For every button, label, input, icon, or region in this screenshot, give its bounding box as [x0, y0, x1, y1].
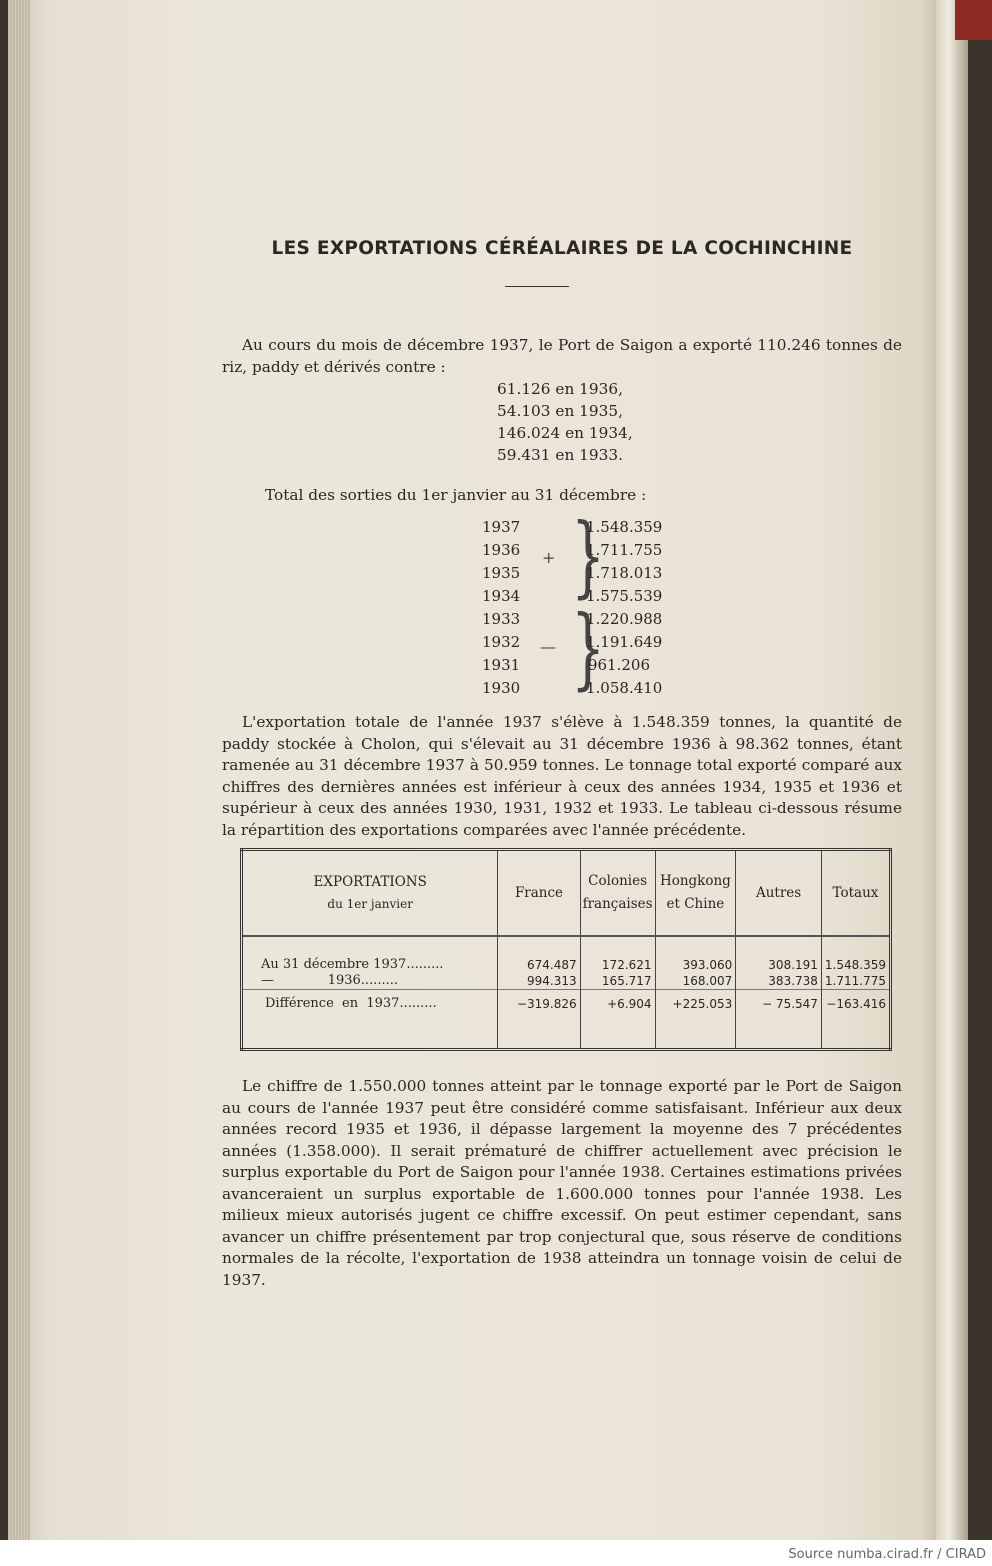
page-curl [936, 0, 968, 1540]
value: 1.220.988 [586, 610, 663, 628]
minus-years [482, 608, 520, 700]
header-exportations [242, 850, 498, 937]
cell: 1.711.775 [821, 973, 890, 990]
row-label: Différence en 1937......... [242, 990, 498, 1019]
cell: 308.191 [736, 957, 822, 973]
value: 1.575.539 [586, 587, 663, 605]
paragraph-3 [222, 1076, 902, 1291]
year: 1930 [482, 679, 521, 697]
cell: 383.738 [736, 973, 822, 990]
year: 1936 [482, 541, 521, 559]
plus-values [586, 516, 663, 608]
row-label: Au 31 décembre 1937......... [261, 957, 444, 972]
comparison-item: 146.024 en 1934, [497, 424, 633, 442]
cell: 165.717 [580, 973, 655, 990]
paragraph-2 [222, 712, 902, 841]
year: 1932 [482, 633, 521, 651]
cell: 1.548.359 [821, 957, 890, 973]
year: 1937 [482, 518, 521, 536]
header-sub: du 1er janvier [327, 897, 413, 911]
year: 1935 [482, 564, 521, 582]
totals-heading: Total des sorties du 1er janvier au 31 décembre : [265, 486, 647, 504]
cell: 168.007 [655, 973, 736, 990]
cell: 393.060 [655, 957, 736, 973]
year: 1931 [482, 656, 521, 674]
minus-sign: — [540, 637, 556, 656]
header-main: EXPORTATIONS [313, 874, 427, 890]
brace: } [571, 504, 605, 607]
intro-paragraph [222, 335, 902, 378]
exports-table [240, 848, 892, 1051]
col-colonies: Colonies françaises [580, 850, 655, 937]
comparison-item: 61.126 en 1936, [497, 380, 623, 398]
cell: − 75.547 [736, 990, 822, 1019]
title-rule [505, 286, 569, 287]
cell: +225.053 [655, 990, 736, 1019]
table-row [242, 957, 891, 973]
col-autres: Autres [736, 850, 822, 937]
cell: 172.621 [580, 957, 655, 973]
comparison-list [497, 378, 633, 466]
page-stack-edge [8, 0, 30, 1540]
col-totaux: Totaux [821, 850, 890, 937]
cell: 674.487 [498, 957, 580, 973]
minus-values [586, 608, 663, 700]
cell: −319.826 [498, 990, 580, 1019]
brace: } [571, 596, 605, 699]
book-cover-corner [955, 0, 992, 40]
page-title: LES EXPORTATIONS CÉRÉALAIRES DE LA COCHINCHINE [271, 238, 853, 259]
difference-row [242, 990, 891, 1019]
intro-text: Au cours du mois de décembre 1937, le Port de Saigon a exporté 110.246 tonnes de riz, paddy et dérivés contre : [222, 336, 902, 376]
cell: +6.904 [580, 990, 655, 1019]
year: 1933 [482, 610, 521, 628]
value: 1.711.755 [586, 541, 663, 559]
year: 1934 [482, 587, 521, 605]
paragraph-3-text: Le chiffre de 1.550.000 tonnes atteint par le tonnage exporté par le Port de Saigon au cours de l'année 1937 peut être considéré comme satisfaisant. Inférieur aux deux années record 1935 et 1936, il dépasse largement la moyenne des 7 précédentes années (1.358.000). Il serait prématuré de chiffrer actuellement avec précision le surplus exportable du Port de Saigon pour l'année 1938. Certaines estimations privées avanceraient un surplus exportable de 1.600.000 tonnes pour l'année 1938. Les milieux mieux autorisés jugent ce chiffre excessif. On peut estimer cependant, sans avancer un chiffre présentement par trop conjectural que, sous réserve de conditions normales de la récolte, l'exportation de 1938 atteindra un tonnage voisin de celui de 1937. [222, 1077, 902, 1289]
table-row [242, 973, 891, 990]
value: 1.191.649 [586, 633, 663, 651]
value: 1.058.410 [586, 679, 663, 697]
cell: −163.416 [821, 990, 890, 1019]
col-hongkong: Hongkong et Chine [655, 850, 736, 937]
plus-sign: + [542, 548, 556, 567]
value: 1.718.013 [586, 564, 663, 582]
plus-years [482, 516, 520, 608]
comparison-item: 59.431 en 1933. [497, 446, 623, 464]
value: 1.548.359 [586, 518, 663, 536]
value: 961.206 [587, 656, 650, 674]
cell: 994.313 [498, 973, 580, 990]
col-france: France [498, 850, 580, 937]
row-label: — 1936......... [261, 973, 398, 988]
comparison-item: 54.103 en 1935, [497, 402, 623, 420]
source-credit: Source numba.cirad.fr / CIRAD [788, 1547, 986, 1562]
paragraph-2-text: L'exportation totale de l'année 1937 s'élève à 1.548.359 tonnes, la quantité de paddy stockée à Cholon, qui s'élevait au 31 décembre 1936 à 98.362 tonnes, étant ramenée au 31 décembre 1937 à 50.959 tonnes. Le tonnage total exporté comparé aux chiffres des dernières années est inférieur à ceux des années 1934, 1935 et 1936 et supérieur à ceux des années 1930, 1931, 1932 et 1933. Le tableau ci-dessous résume la répartition des exportations comparées avec l'année précédente. [222, 713, 902, 839]
